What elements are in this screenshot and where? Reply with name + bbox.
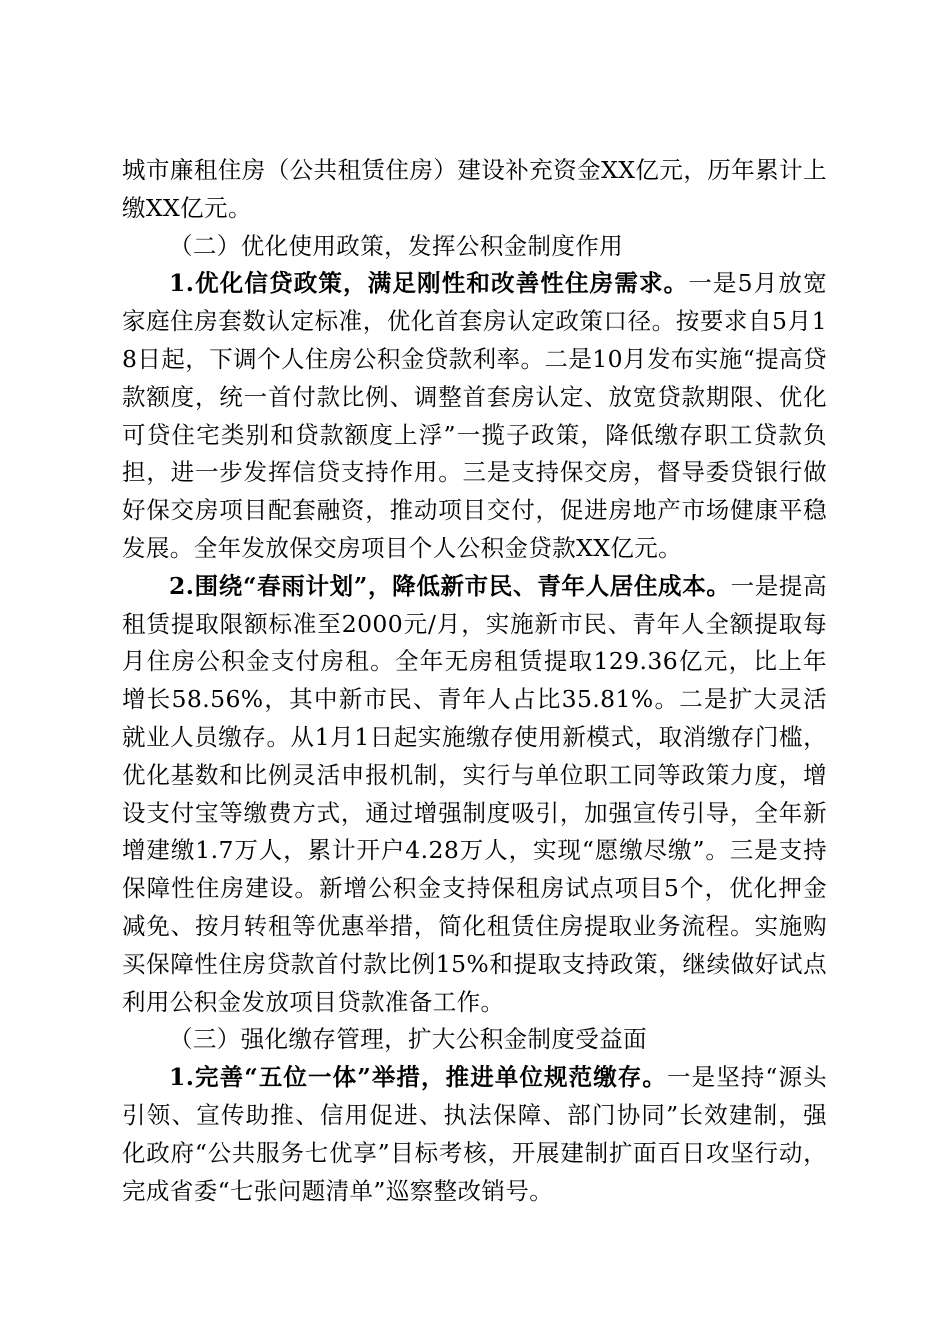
paragraph-five-in-one <box>122 1059 827 1210</box>
section-heading-text: （三）强化缴存管理，扩大公积金制度受益面 <box>169 1025 647 1054</box>
document-page <box>122 152 827 1210</box>
paragraph-continuation <box>122 152 827 228</box>
paragraph-lead: 2.围绕“春雨计划”，降低新市民、青年人居住成本。 <box>169 571 731 600</box>
paragraph-credit-policy <box>122 265 827 567</box>
paragraph-text: 一是5月放宽家庭住房套数认定标准，优化首套房认定政策口径。按要求自5月18日起，下调个人住房公积金贷款利率。二是10月发布实施“提高贷款额度，统一首付款比例、调整首套房认定、放宽贷款期限、优化可贷住宅类别和贷款额度上浮”一揽子政策，降低缴存职工贷款负担，进一步发挥信贷支持作用。三是支持保交房，督导委贷银行做好保交房项目配套融资，推动项目交付，促进房地产市场健康平稳发展。全年发放保交房项目个人公积金贷款XX亿元。 <box>122 269 827 562</box>
section-heading-2 <box>122 228 827 266</box>
paragraph-spring-rain-plan <box>122 568 827 1022</box>
paragraph-lead: 1.优化信贷政策，满足刚性和改善性住房需求。 <box>169 269 689 298</box>
section-heading-3 <box>122 1021 827 1059</box>
section-heading-text: （二）优化使用政策，发挥公积金制度作用 <box>169 231 624 260</box>
paragraph-text: 一是坚持“源头引领、宣传助推、信用促进、执法保障、部门协同”长效建制，强化政府“公共服务七优享”目标考核，开展建制扩面百日攻坚行动，完成省委“七张问题清单”巡察整改销号。 <box>122 1063 827 1205</box>
paragraph-lead: 1.完善“五位一体”举措，推进单位规范缴存。 <box>169 1063 667 1092</box>
paragraph-text: 一是提高租赁提取限额标准至2000元/月，实施新市民、青年人全额提取每月住房公积金支付房租。全年无房租赁提取129.36亿元，比上年增长58.56%，其中新市民、青年人占比35.81%。二是扩大灵活就业人员缴存。从1月1日起实施缴存使用新模式，取消缴存门槛，优化基数和比例灵活申报机制，实行与单位职工同等政策力度，增设支付宝等缴费方式，通过增强制度吸引，加强宣传引导，全年新增建缴1.7万人，累计开户4.28万人，实现“愿缴尽缴”。三是支持保障性住房建设。新增公积金支持保租房试点项目5个，优化押金减免、按月转租等优惠举措，简化租赁住房提取业务流程。实施购买保障性住房贷款首付款比例15%和提取支持政策，继续做好试点利用公积金发放项目贷款准备工作。 <box>122 571 827 1016</box>
paragraph-text: 城市廉租住房（公共租赁住房）建设补充资金XX亿元，历年累计上缴XX亿元。 <box>122 156 827 222</box>
